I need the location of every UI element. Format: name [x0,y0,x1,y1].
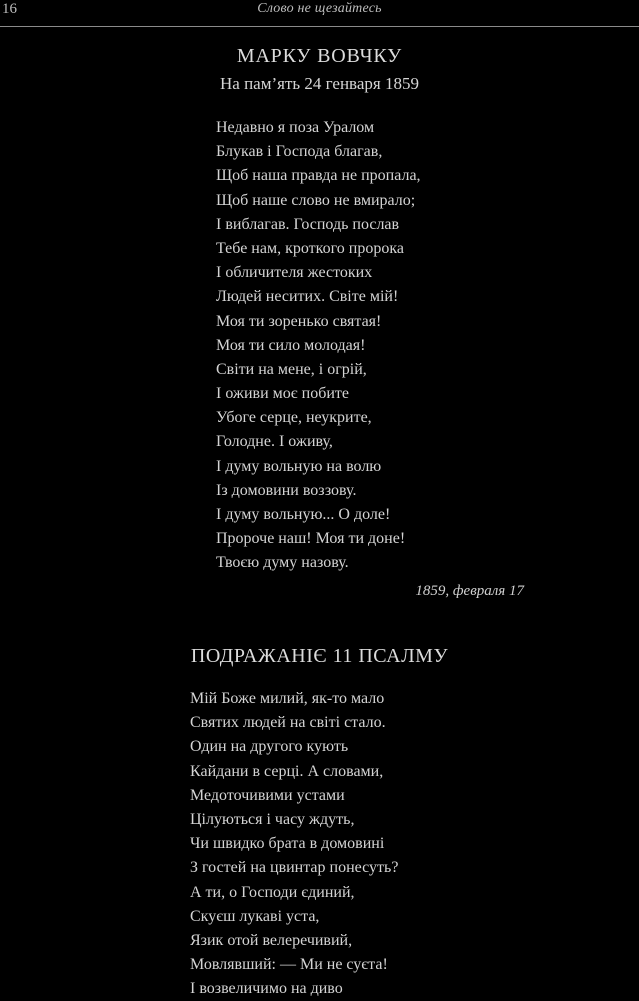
running-title: Слово не щезайтесь [257,1,382,16]
verse-line: Убоге серце, неукрите, [216,409,372,427]
verse-line: Один на другого кують [190,738,349,756]
verse-line: І оживи моє побите [216,385,350,403]
verse-line: Мій Боже милий, як-то мало [190,690,385,707]
poem-verse [190,687,398,1001]
verse-line: Язик отой велеречивий, [190,931,353,949]
page-number: 16 [2,1,17,17]
verse-line: Моя ти сило молодая! [216,336,366,354]
verse-line: Твоєю думу назову. [216,554,349,572]
verse-line: Блукав і Господа благав, [216,143,383,161]
poem-dedication: На пам’ять 24 генваря 1859 [220,74,419,93]
verse-line: Святих людей на світі стало. [190,714,386,732]
verse-line: І возвеличимо на диво [190,980,343,998]
verse-line: Недавно я поза Уралом [216,119,375,136]
verse-line: Світи на мене, і огрій, [216,360,367,378]
verse-line: Медоточивими устами [190,786,345,804]
verse-line: Моя ти зоренько святая! [216,312,382,330]
verse-line: І думу вольную... О доле! [216,506,391,523]
verse-line: Кайдани в серці. А словами, [190,762,384,780]
verse-line: Пророче наш! Моя ти доне! [216,530,406,548]
verse-line: І думу вольную на волю [216,457,382,475]
verse-line: Тебе нам, кроткого пророка [216,239,404,257]
verse-line: Чи швидко брата в домовині [190,835,385,853]
verse-line: З гостей на цвинтар понесуть? [190,859,399,877]
poem-verse [216,116,421,576]
verse-line: Людей неситих. Світе мій! [216,288,399,306]
verse-line: Скуєш лукаві уста, [190,907,320,925]
poem-title: МАРКУ ВОВЧКУ [236,45,403,67]
poem-date: 1859, февраля 17 [415,583,524,599]
verse-line: Щоб наше слово не вмирало; [216,191,416,209]
header-rule [0,26,639,27]
verse-line: І обличителя жестоких [216,264,373,282]
verse-line: І виблагав. Господь послав [216,215,400,233]
verse-line: Щоб наша правда не пропала, [216,167,421,185]
verse-line: Голодне. І оживу, [216,433,333,451]
poem-title: ПОДРАЖАНІЄ 11 ПСАЛМУ [190,645,449,667]
verse-line: А ти, о Господи єдиний, [190,883,355,901]
page-header [0,0,639,26]
verse-line: Мовлявший: — Ми не суєта! [190,956,388,974]
verse-line: Цілуються і часу ждуть, [190,810,355,828]
verse-line: Із домовини воззову. [216,481,357,499]
